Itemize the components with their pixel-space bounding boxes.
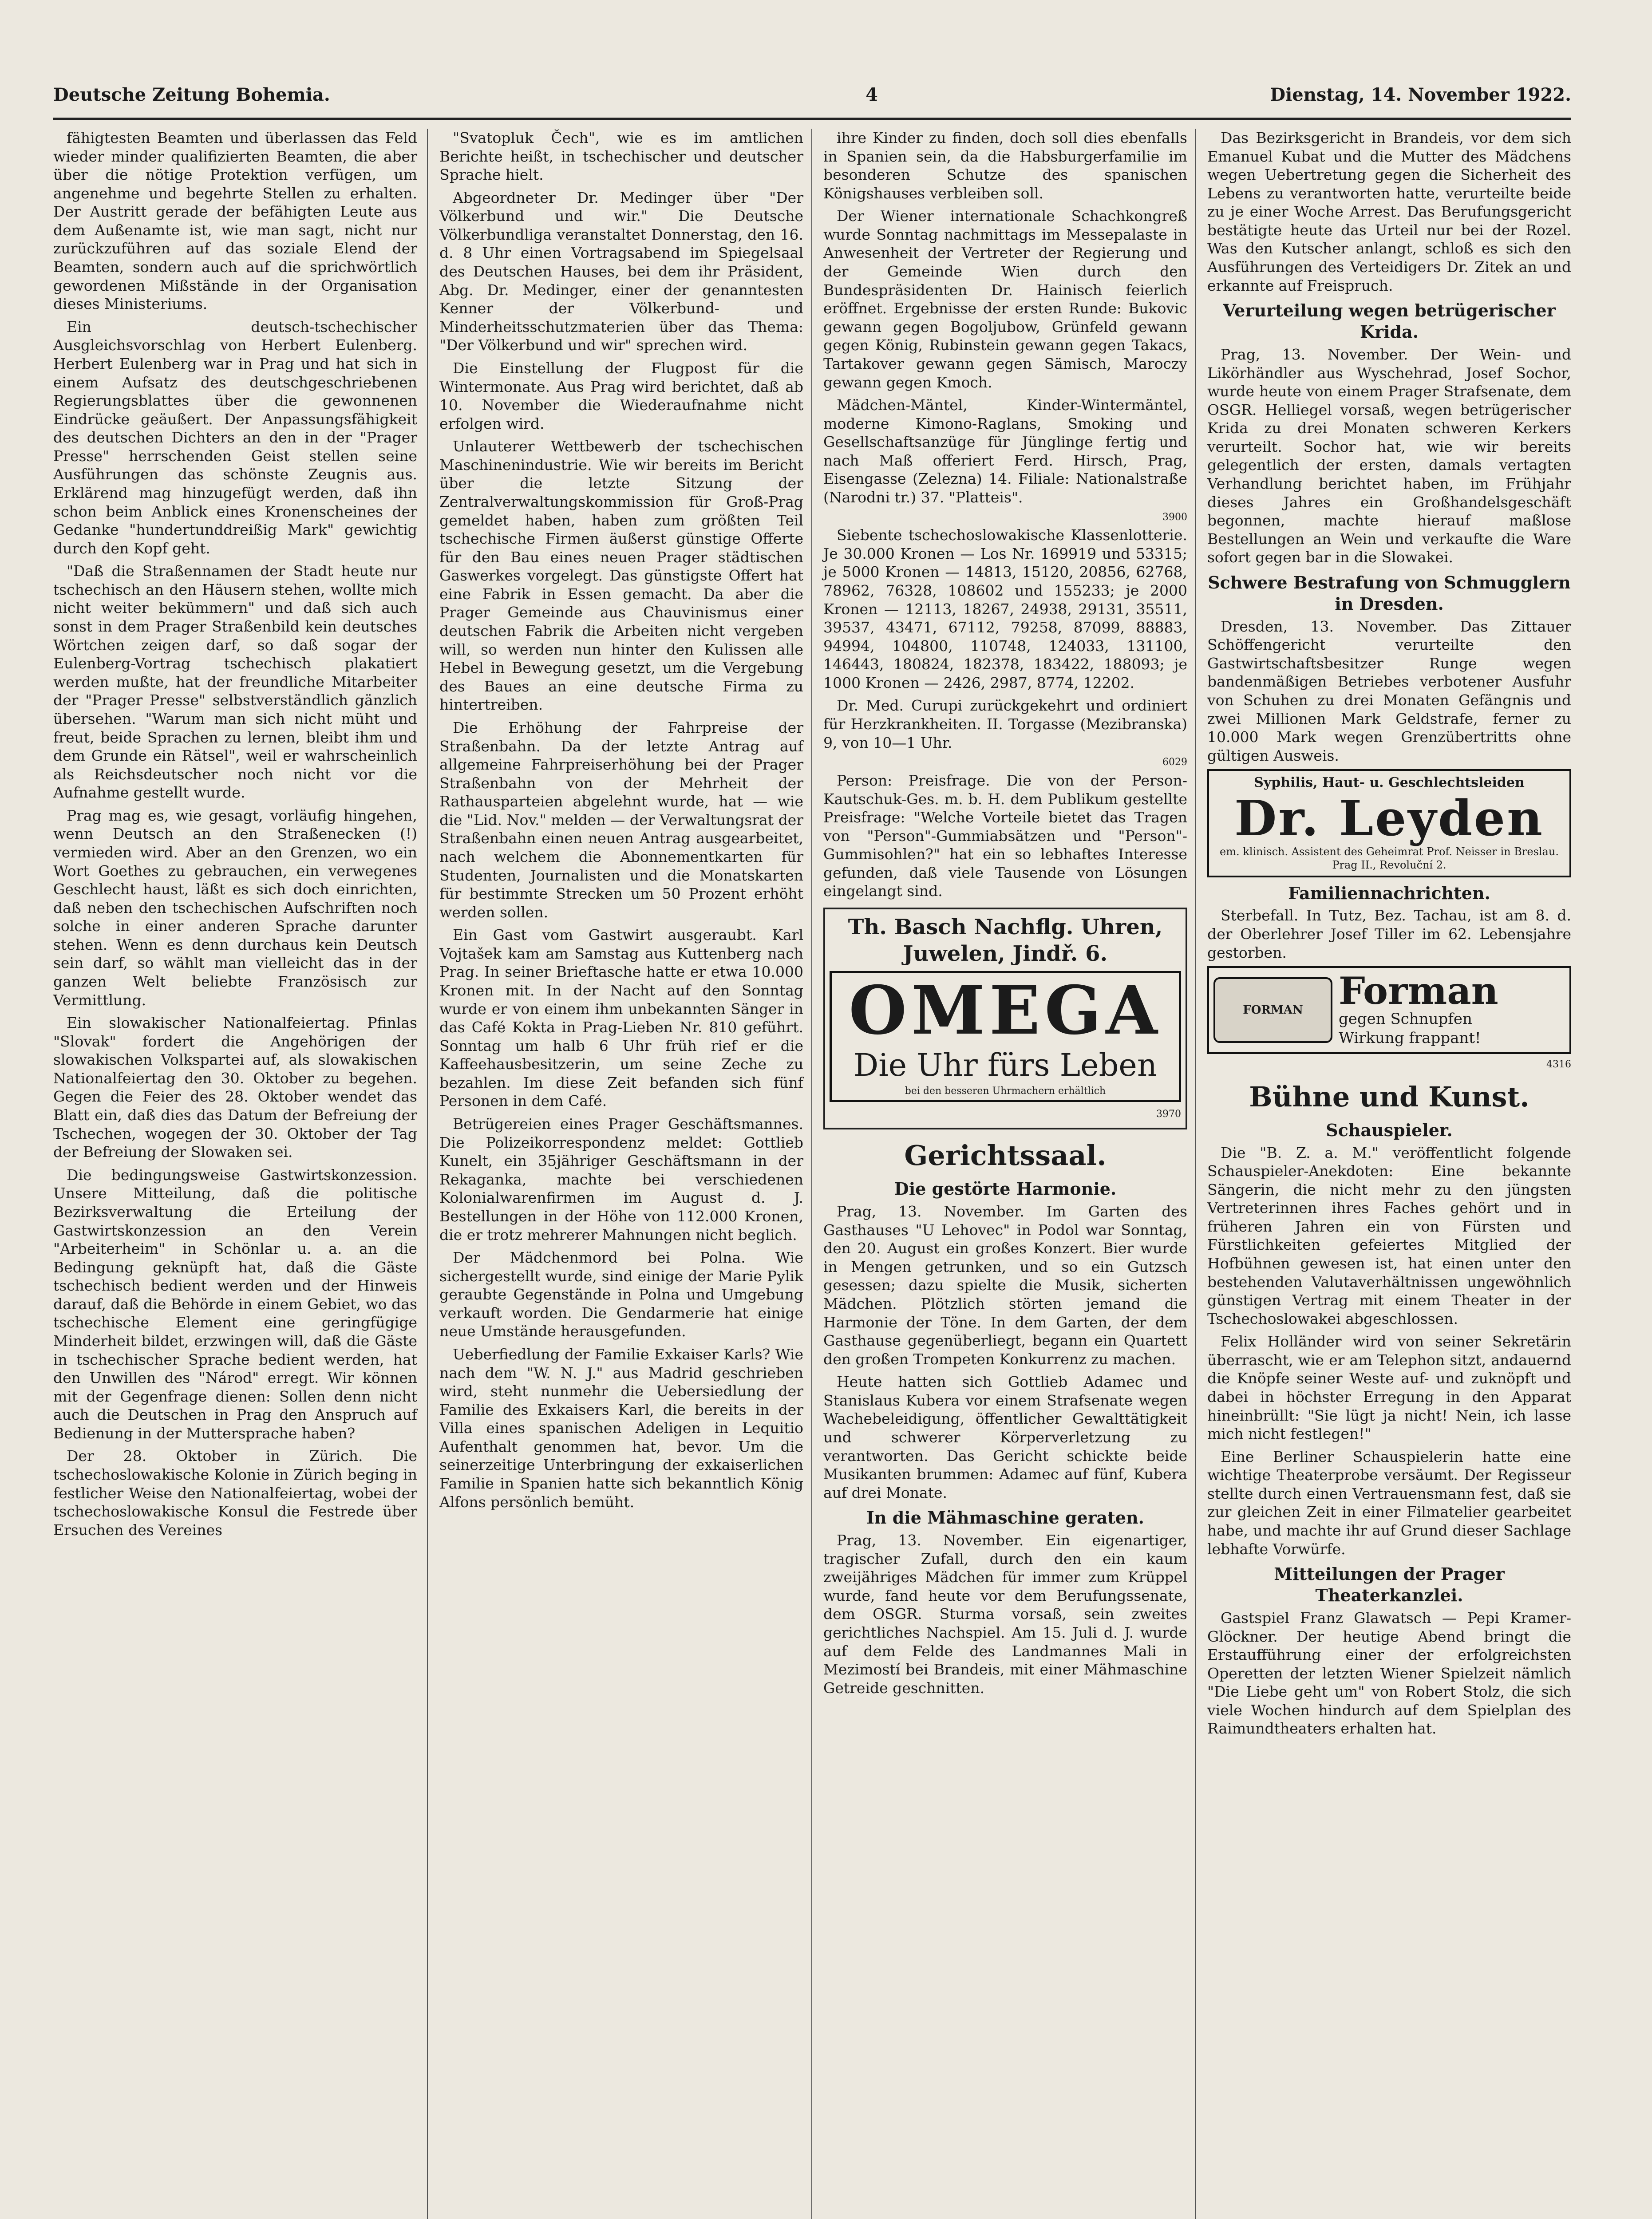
article-paragraph: "Svatopluk Čech", wie es im amtlichen Berichte heißt, in tschechischer und deutscher Sprache hielt. (439, 129, 803, 184)
leyden-name: Dr. Leyden (1234, 790, 1544, 847)
forman-tagline-2: Wirkung frappant! (1339, 1029, 1481, 1047)
column-3 (823, 129, 1187, 1702)
article-paragraph: Gastspiel Franz Glawatsch — Pepi Kramer-Glöckner. Der heutige Abend bringt die Erstaufführung einer der erfolgreichsten Operetten der letzten Wiener Spielzeit nämlich "Die Liebe geht um" von Robert Stolz, die sich viele Wochen hindurch auf dem Spielplan des Raimundtheaters erhalten hat. (1207, 1609, 1571, 1737)
forman-tin-image: FORMAN (1213, 977, 1332, 1043)
leyden-advertisement (1207, 769, 1571, 877)
leyden-subline: em. klinisch. Assistent des Geheimrat Prof. Neisser in Breslau. Prag II., Revoluční 2. (1220, 845, 1559, 872)
omega-box (830, 971, 1181, 1102)
article-heading: Verurteilung wegen betrügerischer Krida. (1223, 300, 1556, 342)
classified-ad: Mädchen-Mäntel, Kinder-Wintermäntel, moderne Kimono-Raglans, Smoking und Gesellschaftsanzüge für Jünglinge fertig und nach Maß offeriert Ferd. Hirsch, Prag, Eisengasse (Zelezna) 14. Filiale: Nationalstraße (Narodni tr.) 37. "Platteis". (823, 396, 1187, 506)
article-paragraph: Der Wiener internationale Schachkongreß wurde Sonntag nachmittags im Messepalaste in Anwesenheit der Vertreter der Regierung und der Gemeinde Wien durch den Bundespräsidenten Dr. Hainisch feierlich eröffnet. Ergebnisse der ersten Runde: Bukovic gewann gegen Bogoljubow, Grünfeld gewann gegen König, Rubinstein gewann gegen Takacs, Tartakover gewann gegen Sämisch, Maroczy gewann gegen Kmoch. (823, 207, 1187, 391)
classified-ad: Dr. Med. Curupi zurückgekehrt und ordiniert für Herzkrankheiten. II. Torgasse (Mezibranska) 9, von 10—1 Uhr. (823, 697, 1187, 751)
article-paragraph: Ein deutsch-tschechischer Ausgleichsvorschlag von Herbert Eulenberg. Herbert Eulenberg war in Prag und hat sich in einem Aufsatz des deutschgeschriebenen Regierungsblattes über die gewonnenen Eindrücke geäußert. Der Anpassungsfähigkeit des deutschen Dichters an den in der "Prager Presse" herrschenden Geist stellen seine Ausführungen das schönste Zeugnis aus. Erklärend mag hinzugefügt werden, daß ihn schon beim Anblick eines Kronenscheines der Gedanke "hundertunddreißig Mark" gewichtig durch den Kopf geht. (53, 318, 417, 557)
article-paragraph: Der 28. Oktober in Zürich. Die tschechoslowakische Kolonie in Zürich beging in festlicher Weise den Nationalfeiertag, wobei der tschechoslowakische Konsul die Festrede über Ersuchen des Vereines (53, 1447, 417, 1539)
article-paragraph: Eine Berliner Schauspielerin hatte eine wichtige Theaterprobe versäumt. Der Regisseur stellte durch einen Vertrauensmann fest, daß sie zur gleichen Zeit in einer Filmatelier gearbeitet habe, und machte ihr auf Grund dieser Sachlage lebhafte Vorwürfe. (1207, 1448, 1571, 1558)
article-paragraph: Dresden, 13. November. Das Zittauer Schöffengericht verurteilte den Gastwirtschaftsbesitzer Runge wegen bandenmäßigen Betriebes verbotener Ausfuhr von Schuhen zu drei Monaten Gefängnis und zwei Millionen Mark Geldstrafe, ferner zu 10.000 Mark wegen Grenzübertritts ohne gültigen Ausweis. (1207, 617, 1571, 764)
section-heading: Bühne und Kunst. (1249, 1080, 1529, 1113)
leyden-topline: Syphilis, Haut- u. Geschlechtsleiden (1254, 775, 1525, 791)
section-heading: Gerichtssaal. (904, 1139, 1107, 1172)
forman-tagline: gegen Schnupfen (1339, 1010, 1472, 1028)
article-paragraph: Betrügereien eines Prager Geschäftsmannes. Die Polizeikorrespondenz meldet: Gottlieb Kunelt, ein 35jähriger Geschäftsmann in der Rekaganka, machte bei verschiedenen Kolonialwarenfirmen im August d. J. Bestellungen in der Höhe von 112.000 Kronen, die er trotz mehrerer Mahnungen nicht beglich. (439, 1115, 803, 1244)
article-paragraph: Prag, 13. November. Der Wein- und Likörhändler aus Wyschehrad, Josef Sochor, wurde heute von einem Prager Strafsenate, dem OSGR. Helliegel vorsaß, wegen betrügerischer Krida zu drei Monaten schweren Kerkers verurteilt. Sochor hat, wie wir bereits gelegentlich der ersten, damals vertagten Verhandlung berichtet haben, im Frühjahr dieses Jahres ein Großhandelsgeschäft begonnen, machte hierauf maßlose Bestellungen an Wein und verkaufte die Ware sofort gegen bar in die Slowakei. (1207, 345, 1571, 566)
article-paragraph: Das Bezirksgericht in Brandeis, vor dem sich Emanuel Kubat und die Mutter des Mädchens wegen Uebertretung gegen die Sicherheit des Lebens zu verantworten hatte, verurteilte beide zu je einer Woche Arrest. Das Berufungsgericht bestätigte heute das Urteil nur bei der Rozel. Was den Kutscher anlangt, schloß es sich den Ausführungen des Verteidigers Dr. Zitek an und erkannte auf Freispruch. (1207, 129, 1571, 294)
article-paragraph: ihre Kinder zu finden, doch soll dies ebenfalls in Spanien sein, da die Habsburgerfamilie im besonderen Schutze des spanischen Königshauses verbleiben soll. (823, 129, 1187, 202)
column-2 (439, 129, 803, 1516)
column-divider (811, 129, 812, 2219)
paper-title: Deutsche Zeitung Bohemia. (53, 84, 330, 105)
page-header (53, 84, 1571, 111)
article-paragraph: Siebente tschechoslowakische Klassenlotterie. Je 30.000 Kronen — Los Nr. 169919 und 53315; je 5000 Kronen — 14813, 15120, 20856, 62768, 78962, 76328, 108602 und 155233; je 2000 Kronen — 12113, 18267, 24938, 29131, 35511, 39537, 43471, 67112, 79258, 87099, 88883, 94994, 104800, 110748, 124033, 131100, 146443, 180824, 182378, 183422, 188093; je 1000 Kronen — 2426, 2987, 8774, 12202. (823, 526, 1187, 691)
article-paragraph: Die Einstellung der Flugpost für die Wintermonate. Aus Prag wird berichtet, daß ab 10. November die Wiederaufnahme nicht erfolgen wird. (439, 359, 803, 432)
header-rule (53, 118, 1571, 120)
article-paragraph: Ein Gast vom Gastwirt ausgeraubt. Karl Vojtašek kam am Samstag aus Kuttenberg nach Prag. In seiner Brieftasche hatte er etwa 10.000 Kronen mit. In der Nacht auf den Sonntag wurde er von einem ihm unbekannten Sänger in das Café Kokta in Prag-Lieben Nr. 810 geführt. Sonntag um halb 6 Uhr früh rief er die Kaffeehausbesitzerin, um seine Zeche zu bezahlen. Im diese Zeit befanden sich fünf Personen in dem Café. (439, 926, 803, 1110)
omega-slogan: Die Uhr fürs Leben (854, 1047, 1157, 1084)
article-paragraph: Unlauterer Wettbewerb der tschechischen Maschinenindustrie. Wie wir bereits im Bericht über die letzte Sitzung der Zentralverwaltungskommission für Groß-Prag gemeldet haben, haben zum größten Teil tschechische Firmen äußerst günstige Offerte für den Bau eines neuen Prager städtischen Gaswerkes vorgelegt. Das günstigste Offert hat eine Fabrik in Essen gemacht. Da aber die Prager Gemeinde aus Chauvinismus einer deutschen Fabrik die Arbeiten nicht vergeben will, so werden nun hinter den Kulissen alle Hebel in Bewegung gesetzt, um die Vergebung des Baues an eine deutsche Firma zu hintertreiben. (439, 438, 803, 714)
article-heading: Die gestörte Harmonie. (894, 1179, 1117, 1199)
article-heading: Familiennachrichten. (1288, 883, 1490, 903)
article-paragraph: Die bedingungsweise Gastwirtskonzession. Unsere Mitteilung, daß die politische Bezirksverwaltung die Erteilung der Gastwirtskonzession an den Verein "Arbeiterheim" in Schönlar u. a. an die Bedingung geknüpft hat, daß die Gäste tschechisch bedient werden und der Hinweis darauf, daß die Behörde in einem Gebiet, wo das tschechische Element eine geringfügige Minderheit bildet, erzwingen will, daß die Gäste in tschechischer Sprache bedient werden, hat den Unwillen des "Národ" erregt. Wir können mit der Gegenfrage dienen: Sollen denn nicht auch die Deutschen in Prag den Anspruch auf Bedienung in der Muttersprache haben? (53, 1166, 417, 1442)
article-paragraph: Ein slowakischer Nationalfeiertag. Pfinlas "Slovak" fordert die Angehörigen der slowakischen Volkspartei auf, als slowakischen Nationalfeiertag den 30. Oktober zu begehen. Gegen die Feier des 28. Oktober wendet das Blatt ein, daß dies das Datum der Befreiung der Tschechen, wogegen der 30. Oktober der Tag der Befreiung der Slowaken sei. (53, 1014, 417, 1161)
article-paragraph: Die Erhöhung der Fahrpreise der Straßenbahn. Da der letzte Antrag auf allgemeine Fahrpreiserhöhung bei der Prager Straßenbahn von der Mehrheit der Rathausparteien abgelehnt wurde, hat — wie die "Lid. Nov." melden — der Verwaltungsrat der Straßenbahn einen neuen Antrag ausgearbeitet, nach welchem die Abonnementkarten für Studenten, Journalisten und die Monatskarten für bestimmte Strecken um 50 Prozent erhöht werden sollen. (439, 719, 803, 921)
article-heading: Schwere Bestrafung von Schmugglern in Dresden. (1208, 572, 1571, 614)
omega-logo: OMEGA (849, 971, 1162, 1050)
basch-heading: Th. Basch Nachflg. Uhren, Juwelen, Jindř. 6. (848, 914, 1163, 967)
article-paragraph: "Daß die Straßennamen der Stadt heute nur tschechisch an den Häusern stehen, wollte mich nicht weiter bekümmern" und daß sich auch sonst in dem Prager Straßenbild kein deutsches Wörtchen zeigen darf, so daß sogar der Eulenberg-Vortrag tschechisch plakatiert werden mußte, hat der freundliche Mitarbeiter der "Prager Presse" selbstverständlich gänzlich übersehen. "Warum man sich nicht müht und freut, beide Sprachen zu lernen, bleibt ihm und dem Grunde ein Rätsel", weil er wahrscheinlich als Reichsdeutscher noch nicht vor die Aufnahme gestellt wurde. (53, 562, 417, 802)
ad-code: 6029 (1162, 757, 1187, 768)
article-paragraph: Abgeordneter Dr. Medinger über "Der Völkerbund und wir." Die Deutsche Völkerbundliga veranstaltet Donnerstag, den 16. d. 8 Uhr einen Vortragsabend im Spiegelsaal des Deutschen Hauses, bei dem ihr Präsident, Abg. Dr. Medinger, einer der genanntesten Kenner der Völkerbund- und Minderheitsschutzmaterien über das Thema: "Der Völkerbund und wir" sprechen wird. (439, 189, 803, 354)
article-paragraph: Die "B. Z. a. M." veröffentlicht folgende Schauspieler-Anekdoten: Eine bekannte Sängerin, die nicht mehr zu den jüngsten Vertreterinnen ihres Faches gehört und in früheren Jahren ein von Fürsten und Fürstlichkeiten gefeiertes Mitglied der Hofbühnen gewesen ist, hat einen unter den bestehenden Valutaverhältnissen ungewöhnlich günstigen Vertrag mit einem Theater in der Tschechoslowakei abgeschlossen. (1207, 1144, 1571, 1327)
column-divider (1195, 129, 1196, 2219)
page-number: 4 (866, 84, 878, 105)
forman-advertisement (1207, 966, 1571, 1054)
article-paragraph: Felix Holländer wird von seiner Sekretärin überrascht, wie er am Telephon sitzt, andauernd die Knöpfe seiner Weste auf- und zuknöpft und dabei in höchster Erregung in den Apparat hineinbrüllt: "Sie lügt ja nicht! Nein, ich lasse mich nicht festlegen!" (1207, 1333, 1571, 1443)
article-paragraph: Sterbefall. In Tutz, Bez. Tachau, ist am 8. d. der Oberlehrer Josef Tiller im 62. Lebensjahre gestorben. (1207, 907, 1571, 961)
article-heading: In die Mähmaschine geraten. (866, 1508, 1144, 1528)
omega-advertisement (823, 908, 1187, 1129)
article-paragraph: fähigtesten Beamten und überlassen das Feld wieder minder qualifizierten Beamten, die aber über die nötige Protektion verfügen, um angenehme und begehrte Stellen zu erhalten. Der Austritt gerade der befähigten Leute aus dem Außenamte ist, wie man sagt, nicht nur zurückzuführen auf das soziale Elend der Beamten, sondern auch auf die sprichwörtlich gewordenen Mißstände in der Organisation dieses Ministeriums. (53, 129, 417, 313)
column-divider (427, 129, 428, 2219)
column-4 (1207, 129, 1571, 1742)
article-paragraph: Der Mädchenmord bei Polna. Wie sichergestellt wurde, sind einige der Marie Pylik geraubte Gegenstände in Polna und Umgebung verkauft worden. Die Gendarmerie hat einige neue Umstände herausgefunden. (439, 1249, 803, 1340)
ad-code: 3970 (1156, 1109, 1181, 1120)
article-paragraph: Prag, 13. November. Ein eigenartiger, tragischer Zufall, durch den ein kaum zweijähriges Mädchen für immer zum Krüppel wurde, fand heute vor dem Berufungssenate, dem OSGR. Sturma vorsaß, sein zweites gerichtliches Nachspiel. Am 15. Juli d. J. wurde auf dem Felde des Landmannes Mali in Mezimostí bei Brandeis, mit einer Mähmaschine Getreide geschnitten. (823, 1532, 1187, 1697)
article-paragraph: Ueberfiedlung der Familie Exkaiser Karls? Wie nach dem "W. N. J." aus Madrid geschrieben wird, steht nunmehr die Uebersiedlung der Familie des Exkaisers Karl, die bereits in der Villa eines spanischen Adeligen in Lequitio Aufenthalt genommen hat, bevor. Um die seinerzeitige Unterbringung der exkaiserlichen Familie in Spanien hatte sich bekanntlich König Alfons persönlich bemüht. (439, 1346, 803, 1511)
column-1 (53, 129, 417, 1544)
forman-name: Forman (1339, 969, 1498, 1013)
article-paragraph: Prag, 13. November. Im Garten des Gasthauses "U Lehovec" in Podol war Sonntag, den 20. August ein großes Konzert. Bier wurde in Mengen getrunken, und so ein Gutzsch gesessen; dazu spielte die Musik, sicherten Mädchen. Plötzlich störten jemand die Harmonie der Töne. In dem Garten, der dem Gasthause gegenüberliegt, begann ein Quartett den großen Trompeten Konkurrenz zu machen. (823, 1203, 1187, 1368)
ad-code: 3900 (1162, 511, 1187, 523)
article-heading: Schauspieler. (1326, 1120, 1453, 1140)
article-paragraph: Person: Preisfrage. Die von der Person-Kautschuk-Ges. m. b. H. dem Publikum gestellte Preisfrage: "Welche Vorteile bietet das Tragen von "Person"-Gummiabsätzen und "Person"-Gummisohlen?" hat ein so lebhaftes Interesse gefunden, daß viele Tausende von Lösungen eingelangt sind. (823, 771, 1187, 900)
article-paragraph: Prag mag es, wie gesagt, vorläufig hingehen, wenn Deutsch an den Straßenecken (!) vermieden wird. Aber an den Grenzen, wo ein Wort Goethes zu gebrauchen, ein verwegenes Geschlecht haust, läßt es sich doch einrichten, daß neben den tschechischen Aufschriften noch solche in einer anderen Sprache darunter stehen. Wenn es denn durchaus kein Deutsch sein darf, so wählt man vielleicht das in der ganzen Welt beliebte Französisch zur Vermittlung. (53, 806, 417, 1009)
ad-code: 4316 (1546, 1058, 1571, 1070)
article-paragraph: Heute hatten sich Gottlieb Adamec und Stanislaus Kubera vor einem Strafsenate wegen Wachebeleidigung, öffentlicher Gewalttätigkeit und schwerer Körperverletzung zu verantworten. Das Gericht schickte beide Musikanten brummen: Adamec auf fünf, Kubera auf drei Monate. (823, 1373, 1187, 1501)
article-heading: Mitteilungen der Prager Theaterkanzlei. (1274, 1564, 1505, 1606)
omega-subline: bei den besseren Uhrmachern erhältlich (905, 1085, 1106, 1097)
issue-date: Dienstag, 14. November 1922. (1270, 84, 1571, 105)
